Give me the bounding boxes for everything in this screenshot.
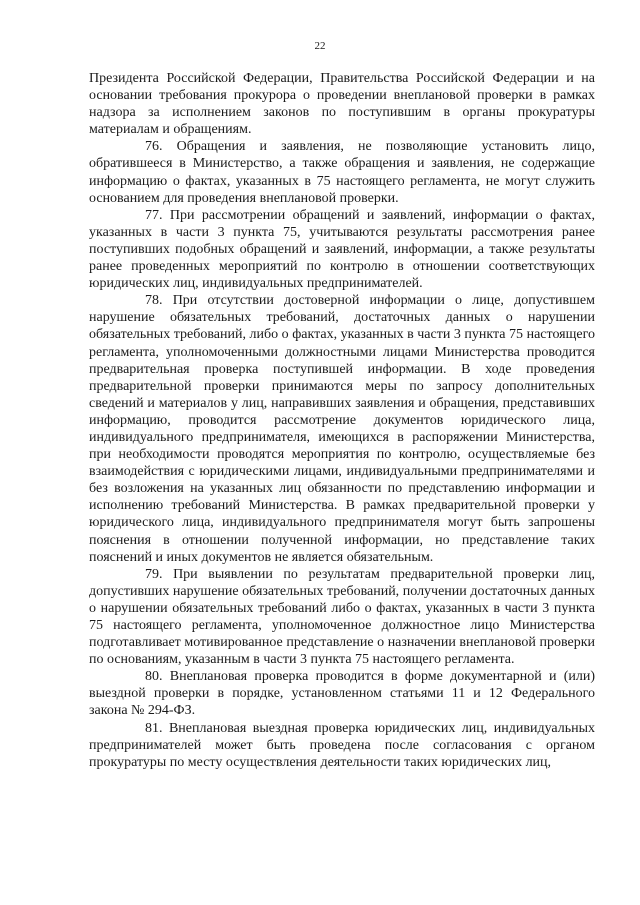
- paragraph-79: 79. При выявлении по результатам предварительной проверки лиц, допустивших нарушение обязательных требований, получении достаточных данных о нарушении обязательных требований либо о фактах, указанных в части 3 пункта 75 настоящего регламента, уполномоченное должностное лицо Министерства подготавливает мотивированное представление о назначении внеплановой проверки по основаниям, указанным в части 3 пункта 75 настоящего регламента.: [89, 566, 595, 668]
- paragraph-80: 80. Внеплановая проверка проводится в форме документарной и (или) выездной проверки в порядке, установленном статьями 11 и 12 Федерального закона № 294-ФЗ.: [89, 669, 595, 719]
- paragraph-78: 78. При отсутствии достоверной информации о лице, допустившем нарушение обязательных требований, достаточных данных о нарушении обязательных требований, либо о фактах, указанных в части 3 пункта 75 настоящего регламента, уполномоченными должностными лицами Министерства проводится предварительная проверка поступившей информации. В ходе проведения предварительной проверки принимаются меры по запросу дополнительных сведений и материалов у лиц, направивших заявления и обращения, представивших информацию, проводится рассмотрение документов юридического лица, индивидуального предпринимателя, имеющихся в распоряжении Министерства, при необходимости проводятся мероприятия по контролю, осуществляемые без взаимодействия с юридическими лицами, индивидуальными предпринимателями и без возложения на указанных лиц обязанности по представлению информации и исполнению требований Министерства. В рамках предварительной проверки у юридического лица, индивидуального предпринимателя могут быть запрошены пояснения в отношении полученной информации, но представление таких пояснений и иных документов не является обязательным.: [89, 293, 595, 565]
- paragraph-76: 76. Обращения и заявления, не позволяющие установить лицо, обратившееся в Министерство, а также обращения и заявления, не содержащие информацию о фактах, указанных в 75 настоящего регламента, не могут служить основанием для проведения внеплановой проверки.: [89, 139, 595, 206]
- page-number: 22: [314, 40, 326, 52]
- paragraph-77: 77. При рассмотрении обращений и заявлений, информации о фактах, указанных в части 3 пункта 75, учитываются результаты рассмотрения ранее поступивших подобных обращений и заявлений, информации, а также результаты ранее проведенных мероприятий по контролю в отношении соответствующих юридических лиц, индивидуальных предпринимателей.: [89, 207, 595, 292]
- document-text: [89, 70, 595, 771]
- paragraph-81: 81. Внеплановая выездная проверка юридических лиц, индивидуальных предпринимателей может быть проведена после согласования с органом прокуратуры по месту осуществления деятельности таких юридических лиц,: [89, 720, 595, 770]
- paragraph-continuation: Президента Российской Федерации, Правительства Российской Федерации и на основании требования прокурора о проведении внеплановой проверки в рамках надзора за исполнением законов по поступившим в органы прокуратуры материалам и обращениям.: [89, 71, 595, 138]
